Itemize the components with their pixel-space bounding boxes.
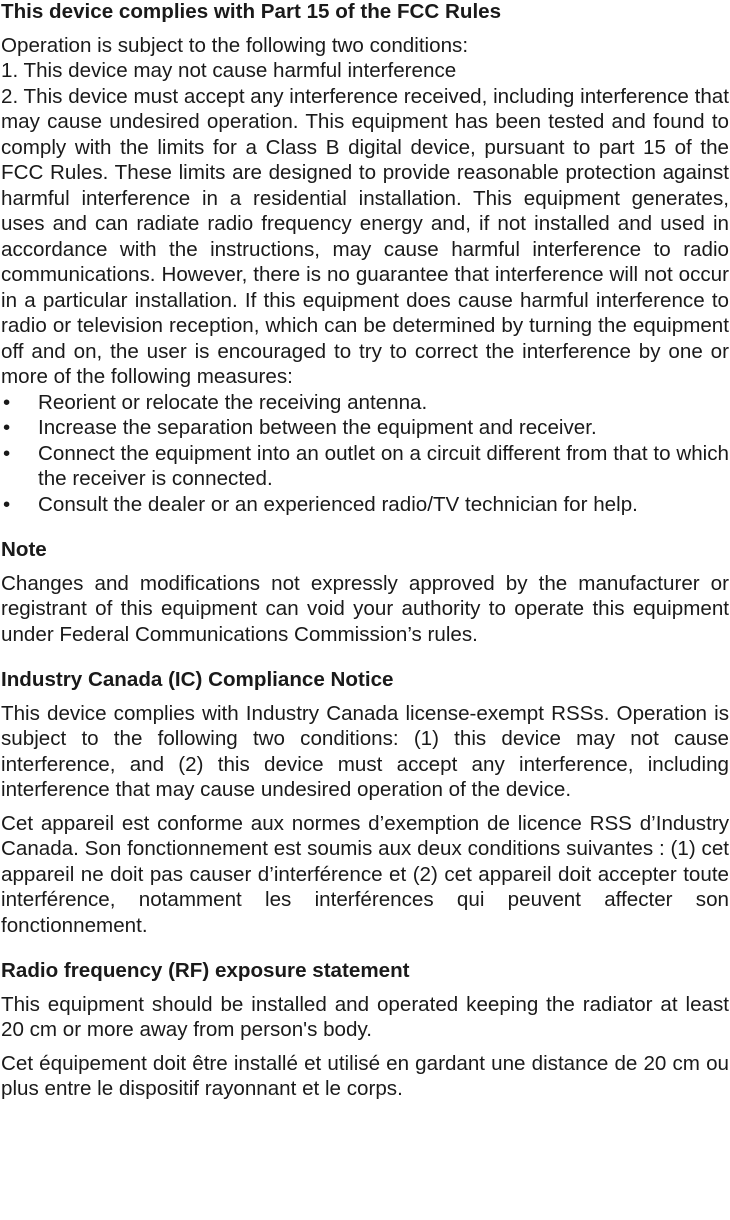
- bullet-icon: •: [3, 390, 11, 414]
- rf-title: Radio frequency (RF) exposure statement: [1, 959, 410, 982]
- list-item: [1, 492, 729, 518]
- list-item: [1, 390, 729, 416]
- ic-title: Industry Canada (IC) Compliance Notice: [1, 668, 394, 691]
- fcc-conditions: [1, 33, 729, 84]
- fcc-measures-list: [1, 390, 729, 518]
- fcc-intro: Operation is subject to the following two conditions:: [1, 33, 469, 57]
- measure-text: Reorient or relocate the receiving antenna.: [38, 390, 428, 414]
- ic-text-en: This device complies with Industry Canada license-exempt RSSs. Operation is subject to the following two conditions: (1) this device may not cause interference, and (2) this device must accept any interference, including interference that may cause undesired operation of the device.: [1, 701, 729, 801]
- note-title: Note: [1, 538, 47, 561]
- bullet-icon: •: [3, 416, 11, 439]
- fcc-title: This device complies with Part 15 of the FCC Rules: [1, 0, 502, 23]
- measure-text: Connect the equipment into an outlet on a circuit different from that to which the receiver is connected.: [38, 441, 729, 490]
- fcc-condition-2: 2. This device must accept any interference received, including interference that may cause undesired operation. This equipment has been tested and found to comply with the limits for a Class B digital device, pursuant to part 15 of the FCC Rules. These limits are designed to provide reasonable protection against harmful interference in a residential installation. This equipment generates, uses and can radiate radio frequency energy and, if not installed and used in accordance with the instructions, may cause harmful interference to radio communications. However, there is no guarantee that interference will not occur in a particular installation. If this equipment does cause harmful interference to radio or television reception, which can be determined by turning the equipment off and on, the user is encouraged to try to correct the interference by one or more of the following measures:: [1, 84, 729, 388]
- rf-text-en: This equipment should be installed and operated keeping the radiator at least 20 cm or more away from person's body.: [1, 992, 729, 1041]
- rf-text-fr: Cet équipement doit être installé et utilisé en gardant une distance de 20 cm ou plus entre le dispositif rayonnant et le corps.: [1, 1051, 729, 1100]
- fcc-condition-1: 1. This device may not cause harmful interference: [1, 59, 457, 82]
- list-item: [1, 441, 729, 492]
- ic-section: [1, 667, 729, 938]
- measure-text: Consult the dealer or an experienced radio/TV technician for help.: [38, 492, 638, 516]
- measure-text: Increase the separation between the equipment and receiver.: [38, 416, 597, 439]
- list-item: [1, 415, 729, 441]
- bullet-icon: •: [3, 492, 11, 516]
- note-section: [1, 537, 729, 647]
- fcc-section: [1, 0, 729, 517]
- bullet-icon: •: [3, 441, 11, 465]
- rf-section: [1, 958, 729, 1102]
- note-text: Changes and modifications not expressly approved by the manufacturer or registrant of this equipment can void your authority to operate this equipment under Federal Communications Commission’s rules.: [1, 571, 729, 646]
- ic-text-fr: Cet appareil est conforme aux normes d’exemption de licence RSS d’Industry Canada. Son fonctionnement est soumis aux deux conditions suivantes : (1) cet appareil ne doit pas causer d’interférence et (2) cet appareil doit accepter toute interférence, notamment les interférences qui peuvent affecter son fonctionnement.: [1, 811, 729, 937]
